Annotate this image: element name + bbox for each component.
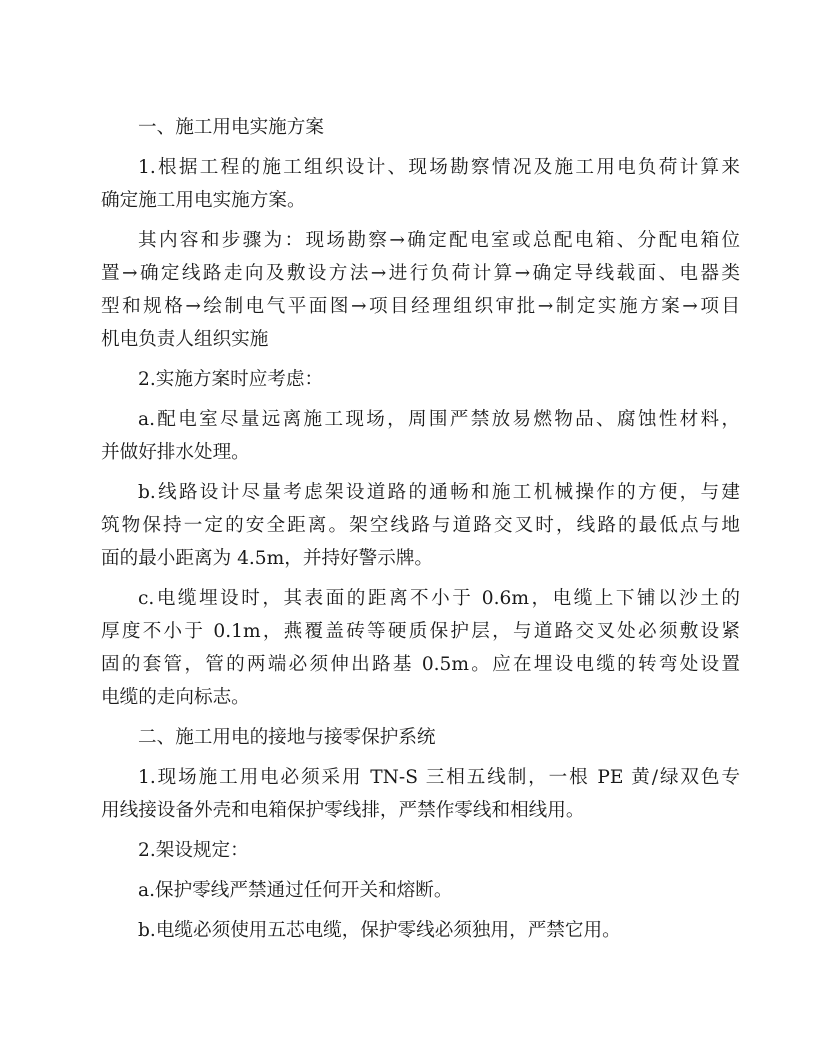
paragraph [101,224,740,356]
text-line: 1.根据工程的施工组织设计、现场勘察情况及施工用电负荷计算来 [138,157,740,178]
text-line: a.配电室尽量远离施工现场，周围严禁放易燃物品、腐蚀性材料， [138,409,740,430]
text-line: 厚度不小于 0.1m，燕覆盖砖等硬质保护层，与道路交叉处必须敷设紧 [101,621,740,642]
text-line: 面的最小距离为 4.5m，并持好警示牌。 [101,548,434,569]
text-line: 其内容和步骤为：现场勘察→确定配电室或总配电箱、分配电箱位 [138,230,740,251]
text-line: 用线接设备外壳和电箱保护零线排，严禁作零线和相线用。 [101,800,585,821]
text-line: 2.实施方案时应考虑： [138,369,324,390]
paragraph [101,151,740,217]
text-line: 机电负责人组织实施 [101,329,269,350]
paragraph [101,761,740,827]
text-line: 1.现场施工用电必须采用 TN-S 三相五线制，一根 PE 黄/绿双色专 [138,767,740,788]
text-line: 型和规格→绘制电气平面图→项目经理组织审批→制定实施方案→项目 [101,296,740,317]
paragraph [101,582,740,714]
paragraph [101,834,740,867]
text-line: 并做好排水处理。 [101,442,250,463]
text-line: 一、施工用电实施方案 [138,117,324,138]
text-line: 电缆的走向标志。 [101,687,250,708]
paragraph [101,363,740,396]
paragraph [101,476,740,575]
text-line: 置→确定线路走向及敷设方法→进行负荷计算→确定导线载面、电器类 [101,263,740,284]
document-page [101,111,740,954]
paragraph [101,403,740,469]
text-line: 2.架设规定： [138,840,249,861]
paragraph [101,914,740,947]
paragraph [101,111,740,144]
text-line: 固的套管，管的两端必须伸出路基 0.5m。应在埋设电缆的转弯处设置 [101,654,740,675]
text-line: b.线路设计尽量考虑架设道路的通畅和施工机械操作的方便，与建 [138,482,740,503]
text-line: a.保护零线严禁通过任何开关和熔断。 [138,880,453,901]
text-line: c.电缆埋设时，其表面的距离不小于 0.6m，电缆上下铺以沙土的 [138,588,740,609]
paragraph [101,721,740,754]
paragraph [101,874,740,907]
text-line: 筑物保持一定的安全距离。架空线路与道路交叉时，线路的最低点与地 [101,515,740,536]
text-line: b.电缆必须使用五芯电缆，保护零线必须独用，严禁它用。 [138,920,621,941]
text-line: 确定施工用电实施方案。 [101,190,306,211]
text-line: 二、施工用电的接地与接零保护系统 [138,727,436,748]
